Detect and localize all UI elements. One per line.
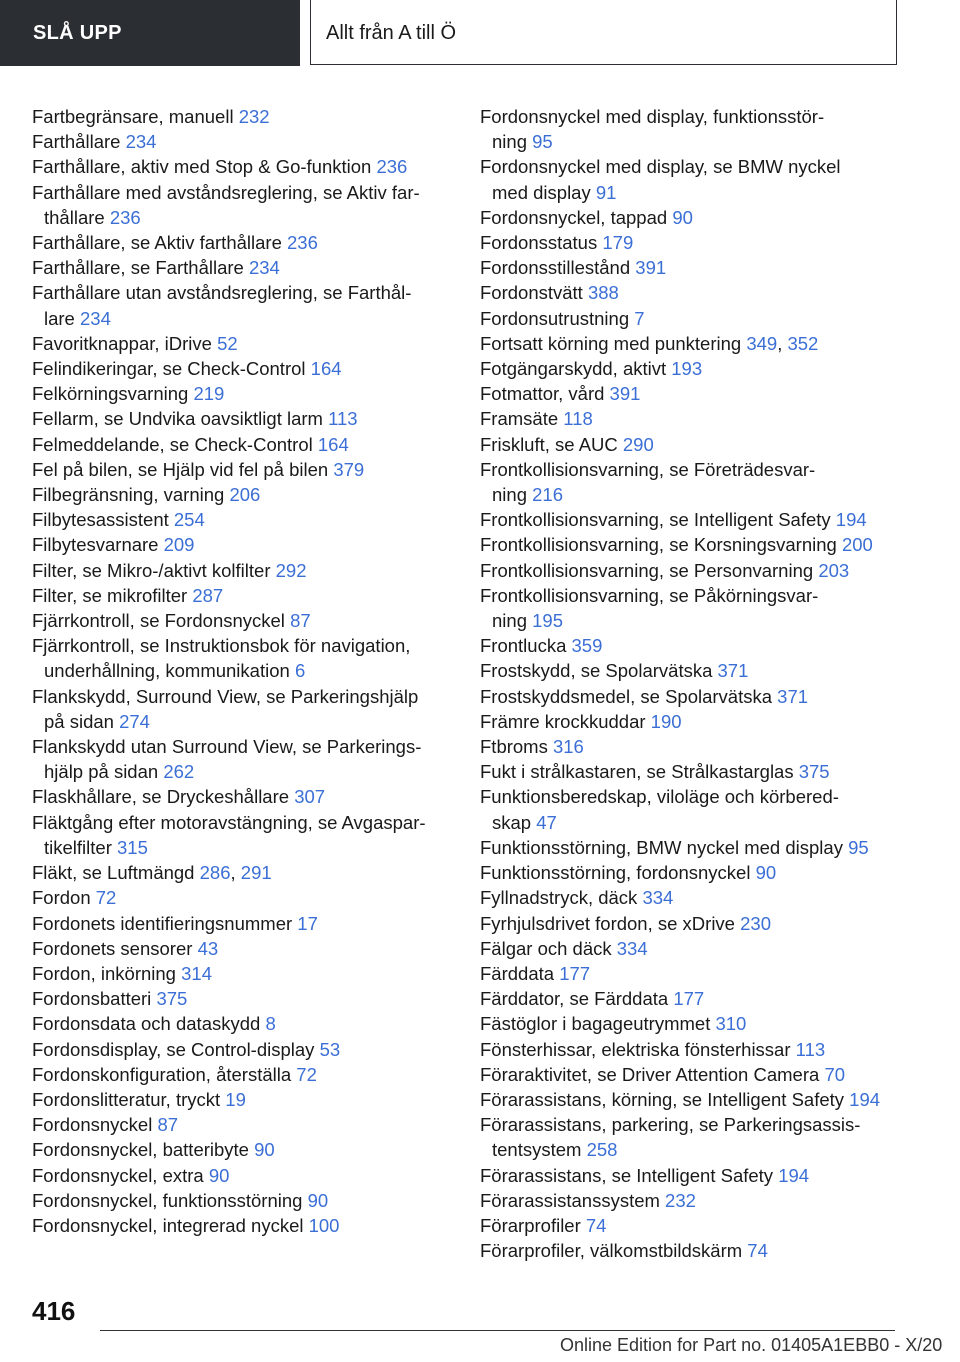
index-term: Fordonsnyckel, funktionsstörning <box>32 1189 303 1211</box>
index-term: Förarassistans, se Intelligent Safety <box>480 1164 774 1186</box>
page-link[interactable]: 388 <box>587 282 619 304</box>
index-entry <box>32 180 462 230</box>
index-entry <box>480 507 910 532</box>
page-link[interactable]: 232 <box>238 106 270 127</box>
index-term: Främre krockkuddar <box>480 710 646 732</box>
index-term: Fortsatt körning med punktering <box>480 332 742 354</box>
index-term: Farthållare utan avståndsreglering, se Farthål- <box>32 282 412 304</box>
index-term: Framsäte <box>480 408 559 430</box>
index-term: Förarassistans, körning, se Intelligent Safety <box>480 1088 845 1110</box>
index-entry <box>32 961 462 986</box>
index-term: Flankskydd, Surround View, se Parkeringshjälp <box>32 685 419 707</box>
index-entry <box>480 1087 910 1112</box>
page-link[interactable]: 236 <box>287 232 318 254</box>
page-link[interactable]: 90 <box>755 862 777 884</box>
page-link[interactable]: 200 <box>841 534 873 556</box>
page-link[interactable]: 262 <box>163 761 195 783</box>
index-entry <box>32 255 462 280</box>
index-entry <box>32 457 462 482</box>
index-term: Funktionsstörning, fordonsnyckel <box>480 862 751 884</box>
page-number: 416 <box>32 1296 76 1326</box>
index-term-continuation: på sidan <box>44 710 114 732</box>
index-term: Fordonsstatus <box>480 232 598 254</box>
page-link[interactable]: 307 <box>294 786 326 808</box>
index-term: Frontkollisionsvarning, se Intelligent Safety <box>480 509 831 531</box>
page-link[interactable]: 90 <box>208 1164 230 1186</box>
index-term: Fästöglor i bagageutrymmet <box>480 1013 711 1035</box>
index-term: Filbytesvarnare <box>32 534 159 556</box>
index-term: Förarprofiler, välkomstbildskärm <box>480 1240 743 1262</box>
index-entry <box>480 154 910 204</box>
index-term: Fartbegränsare, manuell <box>32 106 234 127</box>
index-term: Fordon, inkörning <box>32 962 176 984</box>
index-term: Farthållare med avståndsreglering, se Aktiv far- <box>32 181 420 203</box>
page-link[interactable]: 232 <box>665 1189 696 1211</box>
index-entry <box>480 1213 910 1238</box>
index-term-continuation: thållare <box>44 206 105 228</box>
page-link[interactable]: 95 <box>848 836 869 858</box>
index-entry <box>480 885 910 910</box>
index-term-continuation: skap <box>492 811 532 833</box>
index-term: Förarprofiler <box>480 1214 581 1236</box>
index-term: Fordonsutrustning <box>480 307 630 329</box>
index-entry <box>32 810 462 860</box>
index-term: Farthållare <box>32 131 121 153</box>
index-term: Förarassistans, parkering, se Parkeringsassis- <box>480 1114 861 1136</box>
index-term: Fordonsbatteri <box>32 988 152 1010</box>
index-term: Färddator, se Färddata <box>480 988 669 1010</box>
page-link[interactable]: 47 <box>536 811 557 833</box>
page-link[interactable]: 177 <box>559 962 591 984</box>
index-entry <box>480 633 910 658</box>
index-term-continuation: underhållning, kommunikation <box>44 660 290 682</box>
index-entry <box>32 482 462 507</box>
index-term: Fordonsnyckel med display, funktionsstör- <box>480 106 825 127</box>
page-link[interactable]: 258 <box>586 1139 618 1161</box>
index-entry <box>32 507 462 532</box>
index-entry <box>480 1238 910 1263</box>
index-entry <box>32 734 462 784</box>
index-entry <box>32 1011 462 1036</box>
page-link[interactable]: 53 <box>319 1038 341 1060</box>
index-entry <box>32 154 462 179</box>
index-term: Fellarm, se Undvika oavsiktligt larm <box>32 408 323 430</box>
index-term-continuation: ning <box>492 484 527 506</box>
page-link[interactable]: 17 <box>297 912 318 934</box>
index-entry <box>32 633 462 683</box>
index-entry <box>32 356 462 381</box>
page-link[interactable]: 6 <box>294 660 306 682</box>
index-entry <box>32 911 462 936</box>
index-term: Farthållare, se Farthållare <box>32 257 244 279</box>
page-link[interactable]: 91 <box>595 181 617 203</box>
page-link[interactable]: 274 <box>119 710 150 732</box>
page-link[interactable]: 391 <box>635 257 667 279</box>
index-entry <box>32 331 462 356</box>
index-term: Felkörningsvarning <box>32 383 189 405</box>
index-term: Fotmattor, vård <box>480 383 605 405</box>
index-entry <box>480 911 910 936</box>
index-entry <box>480 1037 910 1062</box>
index-entry <box>480 457 910 507</box>
index-entry <box>480 709 910 734</box>
index-term: Frontlucka <box>480 635 567 657</box>
index-entry <box>480 306 910 331</box>
index-term: Filbegränsning, varning <box>32 484 225 506</box>
index-entry <box>480 406 910 431</box>
index-entry <box>480 1188 910 1213</box>
page-link[interactable]: 314 <box>181 962 212 984</box>
index-entry <box>32 381 462 406</box>
index-term: Favoritknappar, iDrive <box>32 332 212 354</box>
page-link[interactable]: 290 <box>622 433 654 455</box>
index-entry <box>32 532 462 557</box>
page-link[interactable]: 230 <box>740 912 771 934</box>
index-entry <box>480 104 910 154</box>
page-link[interactable]: 234 <box>248 257 280 279</box>
index-term: Fjärrkontroll, se Instruktionsbok för navigation, <box>32 635 411 657</box>
page-link[interactable]: 379 <box>333 458 365 480</box>
index-entry <box>32 1213 462 1238</box>
index-term: Ftbroms <box>480 736 548 758</box>
page-link[interactable]: 113 <box>795 1038 826 1060</box>
page-link[interactable]: 216 <box>532 484 563 506</box>
index-entry: Fläkt, se Luftmängd 286, 291 <box>32 862 272 884</box>
page-link[interactable]: 70 <box>824 1063 846 1085</box>
page-link[interactable]: 90 <box>307 1189 329 1211</box>
index-term: Frontkollisionsvarning, se Företrädesvar- <box>480 458 816 480</box>
page-link[interactable]: 100 <box>308 1214 340 1236</box>
page-link[interactable]: 236 <box>376 156 408 178</box>
index-term: Funktionsberedskap, viloläge och körbered- <box>480 786 839 808</box>
index-term: Frostskyddsmedel, se Spolarvätska <box>480 685 773 707</box>
index-column-right <box>480 104 910 1263</box>
page-link[interactable]: 206 <box>229 484 261 506</box>
index-entry <box>480 860 910 885</box>
page-link[interactable]: 195 <box>532 610 563 632</box>
index-term-continuation: hjälp på sidan <box>44 761 159 783</box>
index-term: Fyrhjulsdrivet fordon, se xDrive <box>480 912 735 934</box>
index-entry <box>32 280 462 330</box>
index-entry <box>480 1163 910 1188</box>
index-term: Fordonets sensorer <box>32 937 193 959</box>
page-link[interactable]: 194 <box>778 1164 810 1186</box>
page-link[interactable]: 375 <box>798 761 830 783</box>
page-link[interactable]: 391 <box>609 383 641 405</box>
index-entry <box>480 230 910 255</box>
index-entry <box>32 986 462 1011</box>
index-term: Fönsterhissar, elektriska fönsterhissar <box>480 1038 791 1060</box>
page-link[interactable]: 254 <box>173 509 205 531</box>
index-entry <box>32 129 462 154</box>
index-term: Fläkt, se Luftmängd <box>32 862 195 884</box>
index-term: Felindikeringar, se Check-Control <box>32 358 306 380</box>
page-link[interactable]: 177 <box>673 988 705 1010</box>
index-term-continuation: ning <box>492 610 527 632</box>
index-term: Fordonstvätt <box>480 282 583 304</box>
index-entry <box>480 986 910 1011</box>
index-term: Felmeddelande, se Check-Control <box>32 433 313 455</box>
page-link[interactable]: 52 <box>217 332 238 354</box>
index-entry <box>32 1037 462 1062</box>
page-link[interactable]: 194 <box>849 1088 881 1110</box>
page-link[interactable]: 118 <box>563 408 593 430</box>
index-entry <box>480 734 910 759</box>
page-link[interactable]: 334 <box>616 937 648 959</box>
page-link[interactable]: 113 <box>328 408 358 430</box>
page-link[interactable]: 74 <box>585 1214 607 1236</box>
page-link[interactable]: 95 <box>532 131 553 153</box>
page-link[interactable]: 164 <box>317 433 349 455</box>
page-link[interactable]: 190 <box>650 710 682 732</box>
index-entry: Fortsatt körning med punktering 349, 352 <box>480 332 819 354</box>
index-term: Fordonsdata och dataskydd <box>32 1013 261 1035</box>
index-term: Fordonsnyckel, tappad <box>480 206 668 228</box>
index-term-continuation: med display <box>492 181 591 203</box>
index-term: Föraraktivitet, se Driver Attention Camera <box>480 1063 820 1085</box>
index-entry <box>480 558 910 583</box>
index-term: Flankskydd utan Surround View, se Parkerings- <box>32 736 422 758</box>
index-term: Fotgängarskydd, aktivt <box>480 358 667 380</box>
index-term: Frontkollisionsvarning, se Korsningsvarning <box>480 534 837 556</box>
index-term: Frontkollisionsvarning, se Påkörningsvar- <box>480 584 819 606</box>
index-term: Friskluft, se AUC <box>480 433 618 455</box>
index-term: Farthållare, se Aktiv farthållare <box>32 232 282 254</box>
page-link[interactable]: 43 <box>197 937 219 959</box>
index-term: Farthållare, aktiv med Stop & Go-funktion <box>32 156 372 178</box>
page-link[interactable]: 236 <box>109 206 141 228</box>
index-entry <box>480 961 910 986</box>
index-entry <box>480 356 910 381</box>
index-term: Filbytesassistent <box>32 509 169 531</box>
index-entry <box>32 1087 462 1112</box>
page-link[interactable]: 194 <box>835 509 867 531</box>
index-term: Fyllnadstryck, däck <box>480 887 638 909</box>
index-term: Fordonsdisplay, se Control-display <box>32 1038 315 1060</box>
index-term-continuation: lare <box>44 307 75 329</box>
section-tab[interactable]: SLÅ UPP <box>0 0 300 66</box>
page-link[interactable]: 234 <box>125 131 157 153</box>
index-term: Förarassistanssystem <box>480 1189 660 1211</box>
index-entry <box>480 532 910 557</box>
index-entry <box>32 104 462 129</box>
page-link[interactable]: 286 <box>199 862 231 884</box>
page-link[interactable]: 371 <box>777 685 809 707</box>
index-entry <box>32 684 462 734</box>
page-link[interactable]: 219 <box>193 383 225 405</box>
index-term: Fordonsnyckel, integrerad nyckel <box>32 1214 304 1236</box>
index-term: Frostskydd, se Spolarvätska <box>480 660 713 682</box>
index-term: Funktionsstörning, BMW nyckel med display <box>480 836 843 858</box>
index-entry <box>32 784 462 809</box>
page-link[interactable]: 74 <box>747 1240 768 1262</box>
chapter-title: Allt från A till Ö <box>310 0 897 65</box>
page-link[interactable]: 349 <box>746 332 778 354</box>
page-link[interactable]: 315 <box>117 836 148 858</box>
index-entry <box>480 759 910 784</box>
page-link[interactable]: 291 <box>240 862 272 884</box>
index-term: Filter, se Mikro-/aktivt kolfilter <box>32 559 271 581</box>
index-entry <box>480 381 910 406</box>
index-entry <box>32 1112 462 1137</box>
index-entry <box>480 658 910 683</box>
index-entry <box>32 406 462 431</box>
index-entry <box>32 1137 462 1162</box>
index-term: Färddata <box>480 962 555 984</box>
index-entry <box>32 1062 462 1087</box>
index-entry <box>480 280 910 305</box>
index-term: Fläktgång efter motoravstängning, se Avgaspar- <box>32 811 426 833</box>
index-term: Fälgar och däck <box>480 937 612 959</box>
index-entry <box>480 583 910 633</box>
index-term: Flaskhållare, se Dryckeshållare <box>32 786 290 808</box>
index-term: Filter, se mikrofilter <box>32 584 188 606</box>
index-entry <box>32 432 462 457</box>
index-term: Frontkollisionsvarning, se Personvarning <box>480 559 814 581</box>
index-entry <box>480 205 910 230</box>
index-entry <box>480 835 910 860</box>
index-term: Fordonsnyckel med display, se BMW nyckel <box>480 156 841 178</box>
index-term: Fordonslitteratur, tryckt <box>32 1088 221 1110</box>
page-link[interactable]: 359 <box>571 635 603 657</box>
edition-note: Online Edition for Part no. 01405A1EBB0 - X/20 <box>560 1335 943 1355</box>
page-link[interactable]: 203 <box>818 559 850 581</box>
index-entry <box>480 1062 910 1087</box>
index-term: Fordonets identifieringsnummer <box>32 912 293 934</box>
page-link[interactable]: 87 <box>157 1114 179 1136</box>
page-link[interactable]: 352 <box>787 332 819 354</box>
page-link[interactable]: 7 <box>634 307 645 329</box>
index-term: Fel på bilen, se Hjälp vid fel på bilen <box>32 458 329 480</box>
page-link[interactable]: 234 <box>80 307 111 329</box>
page-link[interactable]: 8 <box>265 1013 276 1035</box>
index-entry <box>480 255 910 280</box>
page-link[interactable]: 90 <box>672 206 693 228</box>
index-entry <box>32 885 462 910</box>
page-link[interactable]: 19 <box>225 1088 246 1110</box>
index-term-continuation: tikelfilter <box>44 836 112 858</box>
index-entry <box>32 558 462 583</box>
index-term: Fordon <box>32 887 91 909</box>
footer-divider <box>100 1330 895 1331</box>
page-link[interactable]: 72 <box>95 887 117 909</box>
page-link[interactable]: 87 <box>290 610 311 632</box>
page-link[interactable]: 371 <box>717 660 749 682</box>
index-entry <box>32 936 462 961</box>
page-link[interactable]: 179 <box>602 232 634 254</box>
index-entry <box>32 608 462 633</box>
index-term: Fukt i strålkastaren, se Strålkastarglas <box>480 761 794 783</box>
index-entry <box>32 583 462 608</box>
page-link[interactable]: 209 <box>163 534 195 556</box>
page-link[interactable]: 72 <box>296 1063 317 1085</box>
page-link[interactable]: 287 <box>192 584 224 606</box>
index-entry <box>32 1163 462 1188</box>
index-term: Fordonsnyckel, extra <box>32 1164 204 1186</box>
index-entry <box>480 784 910 834</box>
page-link[interactable]: 193 <box>671 358 703 380</box>
page-link[interactable]: 292 <box>275 559 307 581</box>
index-entry <box>480 432 910 457</box>
index-entry <box>32 230 462 255</box>
page-link[interactable]: 164 <box>310 358 342 380</box>
index-term: Fordonskonfiguration, återställa <box>32 1063 292 1085</box>
page-link[interactable]: 310 <box>715 1013 747 1035</box>
page-link[interactable]: 90 <box>254 1139 275 1161</box>
index-term-continuation: ning <box>492 131 527 153</box>
index-term: Fjärrkontroll, se Fordonsnyckel <box>32 610 285 632</box>
page-link[interactable]: 375 <box>156 988 188 1010</box>
index-term-continuation: tentsystem <box>492 1139 582 1161</box>
index-term: Fordonsstillestånd <box>480 257 631 279</box>
index-term: Fordonsnyckel <box>32 1114 153 1136</box>
index-term: Fordonsnyckel, batteribyte <box>32 1139 249 1161</box>
page-link[interactable]: 316 <box>552 736 584 758</box>
index-entry <box>480 1112 910 1162</box>
index-entry <box>480 1011 910 1036</box>
page-link[interactable]: 334 <box>642 887 674 909</box>
index-entry <box>32 1188 462 1213</box>
index-column-left <box>32 104 462 1238</box>
index-entry <box>480 936 910 961</box>
index-entry <box>480 684 910 709</box>
